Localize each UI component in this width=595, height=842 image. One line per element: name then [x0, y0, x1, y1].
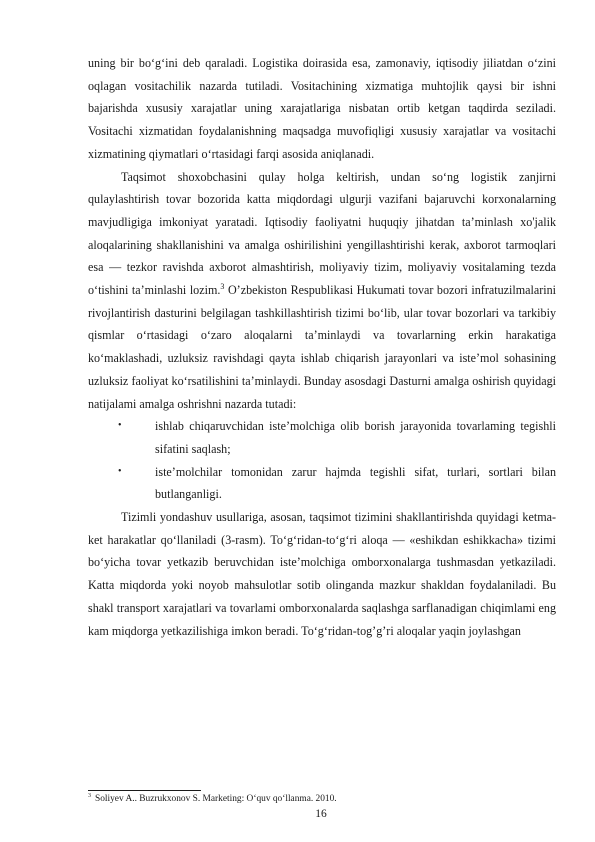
bullet-item-2-text: iste’molchilar tomonidan zarur hajmda tegishli sifat, turlari, sortlari bilan butlanganligi.: [155, 464, 556, 502]
bullet-icon: •: [118, 420, 122, 432]
page-number: 16: [315, 808, 327, 820]
paragraph-2: [88, 166, 556, 416]
bullet-item-1-text: ishlab chiqaruvchidan iste’molchiga olib borish jarayonida tovarlaming tegishli sifatini saqlash;: [155, 419, 556, 456]
footnote-number: 3: [88, 792, 91, 799]
footnote-divider: [88, 790, 201, 791]
footnote-text: Soliyev A.. Buzrukxonov S. Marketing: O‘quv qo‘llanma. 2010.: [95, 794, 337, 804]
footnote: [88, 793, 556, 805]
bullet-item-2: [88, 461, 556, 506]
body-text: [88, 52, 556, 642]
bullet-icon: •: [118, 465, 122, 477]
paragraph-2-part-1: Taqsimot shoxobchasini qulay holga keltirish, undan so‘ng logistik zanjirni qulaylashtirish tovar bozorida katta miqdordagi ulgurji vazifani bajaruvchi korxonalarning mavjudligiga imkoniyat yaratadi. Iqtisodiy faoliyatni huquqiy jihatdan ta’minlash xo'jalik aloqalarining shakllanishini va amalga oshirilishini yengillashtirishi kerak, axborot tarmoqlari esa — tezkor ravishda axborot almashtirish, moliyaviy tizim, moliyaviy vositalaming tezda o‘tishini ta’minlashi lozim.: [88, 169, 556, 298]
footnote-reference: 3: [220, 282, 225, 291]
paragraph-2-part-2: O’zbekiston Respublikasi Hukumati tovar bozori infratuzilmalarini rivojlantirish dasturini belgilagan tashkillashtirish tizimi bo‘lib, ular tovar bozorlari va tarkibiy qismlar o‘rtasidagi o‘zaro aloqalarni ta’minlaydi va tovarlarning erkin harakatiga ko‘maklashadi, uzluksiz ravishdagi qayta ishlab chiqarish jarayonlari va iste’mol sohasining uzluksiz faoliyat ko‘rsatilishini ta’minlaydi. Bunday asosdagi Dasturni amalga oshirish quyidagi natijalami amalga oshrishni nazarda tutadi:: [88, 283, 556, 411]
bullet-item-1: [88, 415, 556, 460]
paragraph-1: uning bir bo‘g‘ini deb qaraladi. Logistika doirasida esa, zamonaviy, iqtisodiy jiliatdan o‘zini oqlagan vositachilik nazarda tutiladi. Vositachining xizmatiga muhtojlik qaysi bir ishni bajarishda xususiy xarajatlar uning xarajatlariga nisbatan ortib ketgan taqdirda seziladi. Vositachi xizmatidan foydalanishning maqsadga muvofiqligi xususiy xarajatlar va vositachi xizmatining qiymatlari o‘rtasidagi farqi asosida aniqlanadi.: [88, 56, 556, 161]
paragraph-3: Tizimli yondashuv usullariga, asosan, taqsimot tizimini shakllantirishda quyidagi ketma-ket harakatlar qo‘llaniladi (3-rasm). To‘g‘ridan-to‘g‘ri aloqa — «eshikdan eshikkacha» tizimi bo‘yicha tovar yetkazib beruvchidan iste’molchiga omborxonalarga tushmasdan yetkaziladi. Katta miqdorda yoki noyob mahsulotlar sotib olinganda mazkur shakldan foydalaniladi. Bu shakl transport xarajatlari va tovarlami omborxonalarda saqlashga sarflanadigan chiqimlami eng kam miqdorga yetkazilishiga imkon beradi. To‘g‘ridan-tog’g’ri aloqalar yaqin joylashgan: [88, 510, 556, 638]
